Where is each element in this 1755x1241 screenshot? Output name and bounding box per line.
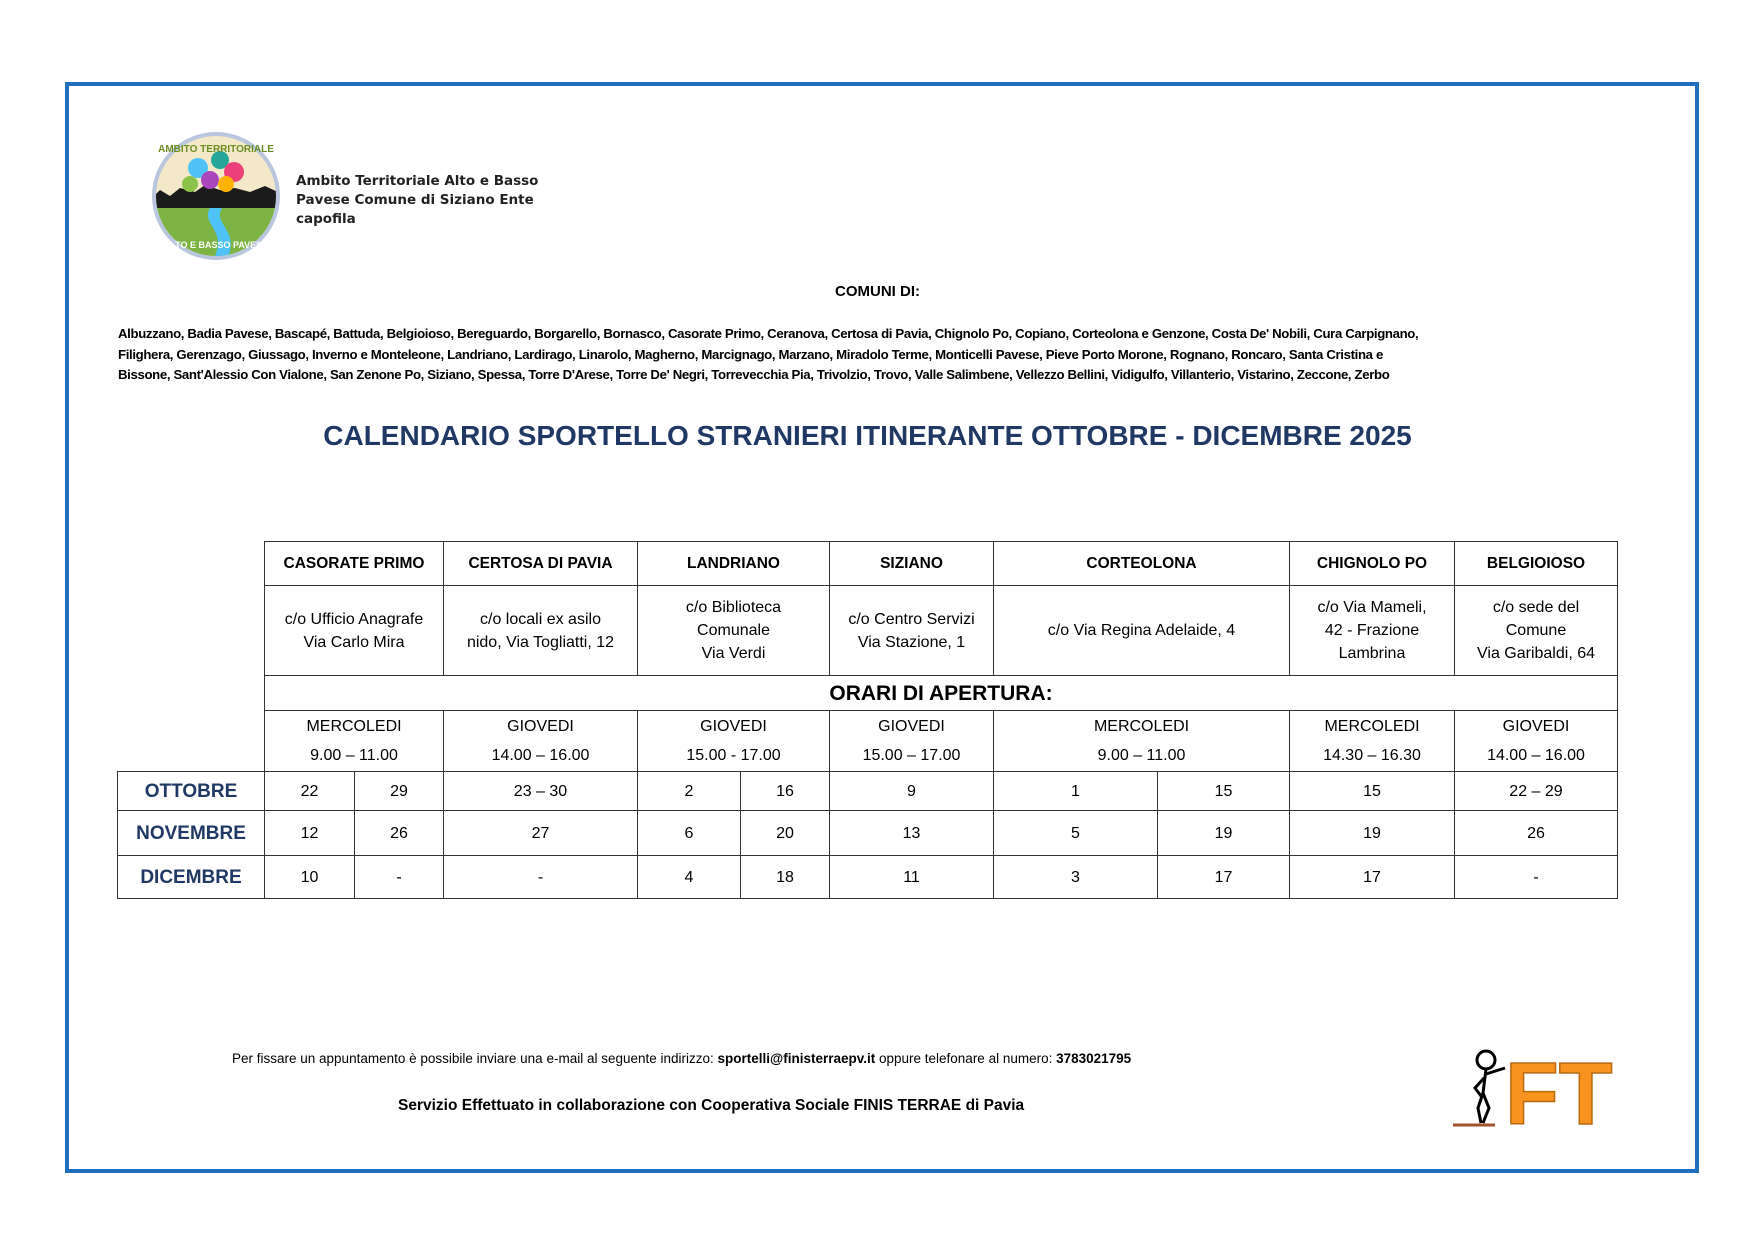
date-cell: 10 (265, 856, 355, 899)
date-cell: 26 (355, 811, 444, 856)
place-header: CORTEOLONA (994, 542, 1290, 586)
org-name: Ambito Territoriale Alto e Basso Pavese Comune di Siziano Ente capofila (296, 173, 539, 227)
place-address (265, 586, 444, 676)
place-header: CHIGNOLO PO (1290, 542, 1455, 586)
weekday: MERCOLEDI (1324, 718, 1420, 735)
orari-heading: ORARI DI APERTURA: (265, 676, 1618, 711)
date-cell: - (355, 856, 444, 899)
address-line: Via Carlo Mira (303, 633, 405, 651)
date-cell: 22 (265, 772, 355, 811)
hours: 14.00 – 16.00 (491, 747, 590, 764)
weekday: GIOVEDI (878, 718, 945, 735)
date-cell: 17 (1290, 856, 1455, 899)
date-cell: 1 (994, 772, 1158, 811)
date-cell: 22 – 29 (1455, 772, 1618, 811)
place-address (444, 586, 638, 676)
address-line: c/o Biblioteca (685, 599, 782, 616)
addresses-row (118, 586, 1618, 676)
calendar-table (117, 541, 1618, 899)
page-title: CALENDARIO SPORTELLO STRANIERI ITINERANTE OTTOBRE - DICEMBRE 2025 (323, 420, 1412, 451)
appointment-text: Per fissare un appuntamento è possibile inviare una e-mail al seguente indirizzo: (232, 1051, 718, 1066)
weekday: MERCOLEDI (306, 718, 402, 735)
month-label: NOVEMBRE (118, 811, 265, 856)
hours: 9.00 – 11.00 (310, 747, 398, 764)
hours: 9.00 – 11.00 (1097, 747, 1186, 764)
weekday: GIOVEDI (507, 718, 574, 735)
month-label: DICEMBRE (118, 856, 265, 899)
address-line: c/o Centro Servizi (848, 610, 975, 628)
address-line: c/o locali ex asilo (480, 610, 601, 628)
date-cell: 27 (444, 811, 638, 856)
place-address (638, 586, 830, 676)
date-cell: 20 (741, 811, 830, 856)
place-address (994, 586, 1290, 676)
month-row (118, 856, 1618, 899)
date-cell: 4 (638, 856, 741, 899)
appointment-info (232, 1051, 1131, 1066)
date-cell: 13 (830, 811, 994, 856)
places-row (118, 542, 1618, 586)
opening-hours (265, 711, 444, 772)
date-cell: 29 (355, 772, 444, 811)
orari-row (118, 676, 1618, 711)
opening-hours (444, 711, 638, 772)
comuni-line: Filighera, Gerenzago, Giussago, Inverno e Monteleone, Landriano, Lardirago, Linarolo, Magherno, Marcignago, Marzano, Miradolo Terme, Monticelli Pavese, Pieve Porto Morone, Rognano, Roncaro, Santa Cristina e (118, 346, 1383, 362)
hours: 14.00 – 16.00 (1487, 747, 1585, 764)
address-line: 42 - Frazione (1324, 622, 1420, 639)
weekday: GIOVEDI (700, 718, 767, 735)
date-cell: 6 (638, 811, 741, 856)
date-cell: 2 (638, 772, 741, 811)
address-line: c/o sede del (1492, 599, 1580, 616)
month-label: OTTOBRE (118, 772, 265, 811)
address-line: Via Garibaldi, 64 (1477, 645, 1595, 662)
hours: 14.30 – 16.30 (1323, 747, 1421, 764)
opening-hours (830, 711, 994, 772)
opening-hours (638, 711, 830, 772)
place-header: BELGIOIOSO (1455, 542, 1618, 586)
address-line: nido, Via Togliatti, 12 (466, 633, 615, 651)
appointment-text-middle: oppure telefonare al numero: (875, 1051, 1057, 1066)
date-cell: 15 (1158, 772, 1290, 811)
place-header: SIZIANO (830, 542, 994, 586)
hours: 15.00 - 17.00 (686, 747, 781, 764)
date-cell: 18 (741, 856, 830, 899)
month-row (118, 811, 1618, 856)
comuni-list (118, 324, 1418, 386)
date-cell: 19 (1290, 811, 1455, 856)
place-address (1290, 586, 1455, 676)
logo-text-top: AMBITO TERRITORIALE (158, 144, 274, 155)
address-line: c/o Via Mameli, (1317, 599, 1427, 616)
date-cell: - (444, 856, 638, 899)
place-address (830, 586, 994, 676)
comuni-line: Bissone, Sant'Alessio Con Vialone, San Zenone Po, Siziano, Spessa, Torre D'Arese, Torre De' Negri, Torrevecchia Pia, Trivolzio, Trovo, Valle Salimbene, Vellezzo Bellini, Vidigulfo, Villanterio, Vistarino, Zeccone, Zerbo (118, 367, 1390, 382)
weekday: MERCOLEDI (1093, 718, 1190, 735)
date-cell: 15 (1290, 772, 1455, 811)
address-line: Comunale (697, 622, 770, 639)
opening-hours (994, 711, 1290, 772)
date-cell: 23 – 30 (444, 772, 638, 811)
schedule-row (118, 711, 1618, 772)
logo-text-bottom: ALTO E BASSO PAVESE (163, 240, 269, 250)
date-cell: 26 (1455, 811, 1618, 856)
address-line: Lambrina (1338, 645, 1406, 662)
weekday: GIOVEDI (1502, 718, 1570, 735)
ambito-logo (150, 130, 282, 262)
date-cell: 3 (994, 856, 1158, 899)
date-cell: 17 (1158, 856, 1290, 899)
comuni-line: Albuzzano, Badia Pavese, Bascapé, Battuda, Belgioioso, Bereguardo, Borgarello, Bornasco, Casorate Primo, Ceranova, Certosa di Pavia, Chignolo Po, Copiano, Corteolona e Genzone, Costa De' Nobili, Cura Carpignano, (118, 326, 1419, 341)
collaboration-note: Servizio Effettuato in collaborazione con Cooperativa Sociale FINIS TERRAE di Pavia (398, 1097, 1025, 1114)
place-header: CASORATE PRIMO (265, 542, 444, 586)
date-cell: 16 (741, 772, 830, 811)
date-cell: 19 (1158, 811, 1290, 856)
date-cell: 11 (830, 856, 994, 899)
place-header: LANDRIANO (638, 542, 830, 586)
address-line: Comune (1505, 622, 1567, 639)
date-cell: 9 (830, 772, 994, 811)
comuni-heading: COMUNI DI: (835, 283, 920, 300)
finis-terrae-logo (1453, 1048, 1623, 1128)
address-line: Via Stazione, 1 (857, 633, 966, 651)
address-line: c/o Ufficio Anagrafe (284, 610, 424, 628)
opening-hours (1290, 711, 1455, 772)
address-line: Via Verdi (701, 645, 766, 662)
date-cell: 5 (994, 811, 1158, 856)
opening-hours (1455, 711, 1618, 772)
email-link[interactable]: sportelli@finisterraepv.it (717, 1051, 876, 1066)
place-header: CERTOSA DI PAVIA (444, 542, 638, 586)
hours: 15.00 – 17.00 (862, 747, 961, 764)
date-cell: 12 (265, 811, 355, 856)
ft-logo-text: FT (1505, 1048, 1613, 1128)
address-line: c/o Via Regina Adelaide, 4 (1047, 622, 1236, 639)
date-cell: - (1455, 856, 1618, 899)
month-row (118, 772, 1618, 811)
phone-number[interactable]: 3783021795 (1056, 1051, 1132, 1066)
place-address (1455, 586, 1618, 676)
